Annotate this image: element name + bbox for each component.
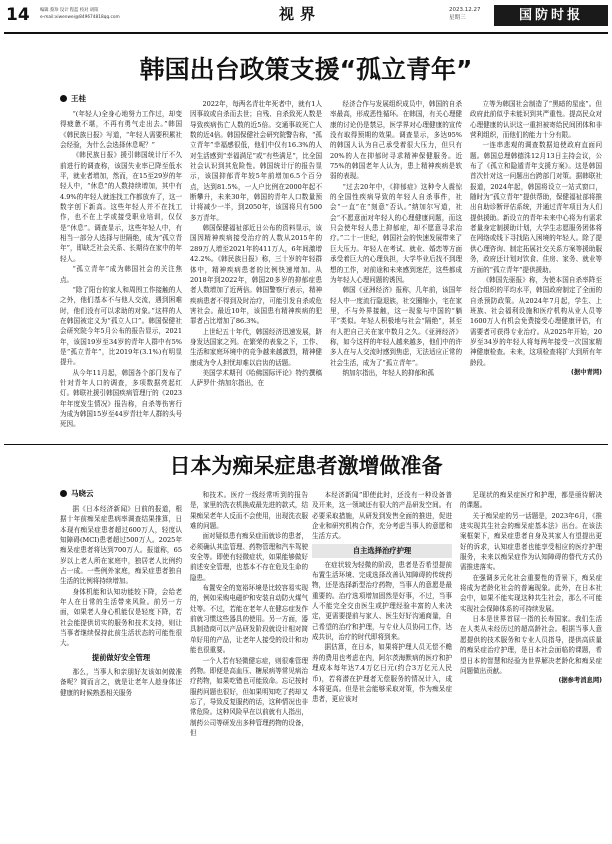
article1-paragraph: 《韩国先驱报》称，为使本国自杀率降至经合组织的平均水平，韩国政府制定了全面的自杀预防政策。从2024年7月起，学生、上班族、社会福利设施和医疗机构从业人员等1600万人有机会免费接受心理健康评估，有需要者可获得专业治疗。从2025年开始，20岁至34岁的年轻人将每两年接受一次国家精神健康检查。未来，这项检查将扩大到所有年龄段。 <box>470 275 602 367</box>
article1-paragraph: 韩国保健福祉部近日公布的资料显示，该国因精神疾病接受治疗的人数从2015年的289万人增至2021年的411万人，6年间激增42.2%。《韩民族日报》称，三十岁的年轻群体中，精神疾病患者的比例快速增加。从2018年到2022年，韩国20多岁的抑郁症患者人数增加了近两倍。韩国警察厅表示，精神疾病患者不得到及时治疗，可能引发自杀或危害社会。最近10年，该国患有精神疾病的犯罪者占比增加了86.3%。 <box>190 224 322 326</box>
article2-paragraph: 日本是世界首屈一指的长寿国家。我们生活在人类从未经历过的超高龄社会。根据当事人意愿提供的技术服务和专业人员指导，提供高质量的痴呆症治疗护理，是日本社会面临的课题，希望日本的智慧和经验为世界解决老龄化和痴呆症问题做出贡献。 <box>460 615 602 675</box>
article1-column-4 <box>470 99 602 440</box>
article2-paragraph: 面对疑似患有痴呆症而就诊的患者，必须确认其监管理、药物管理和汽车驾驶安全等。即使有轻微症状，如果能够做好前述安全管理，也基本不存在危及生命的隐患。 <box>190 532 308 582</box>
article2-headline: 日本为痴呆症患者激增做准备 <box>169 454 443 478</box>
date: 2023.12.27 <box>449 7 481 13</box>
article2-column-4 <box>460 490 602 840</box>
article1-paragraph: 一连串悲观的调查数据迫使政府直面问题。韩国总理韩德洙12月13日主持会议，公布了《孤立和隐遁青年支援方案》。这是韩国首次针对这一问题出台跨部门对策。据韩联社报道，2024年起，韩国将设立一站式窗口，随时为“孤立青年”提供帮助，保健福祉部将推出自助诊断评估系统，并通过青年项目为人们提供援助。新设立的青年未来中心将为有需求者量身定制援助计划，大学生志愿服务团体将在网络或线下寻找陷入困境的年轻人。除了提供心理咨询、制定拓展社交关系方案等援助服务，政府还计划对饮食、住房、家务、就业等方面的“孤立青年”提供援助。 <box>470 141 602 274</box>
issue-date <box>449 6 481 22</box>
article1-paragraph: “除了阳台的家人和周围工作接触的人之外，他们基本不与他人交流，遇到困难时，他们没有可以求助的对象。”这样的人在韩国被定义为“孤立人口”。韩国保健社会研究院今年5月公布的报告显示，2021年，该国19岁至34岁的青年人群中有5%是“孤立青年”，比2019年(3.1%)有明显提升。 <box>60 285 182 367</box>
editor-info <box>40 7 180 21</box>
article-divider <box>4 444 608 445</box>
header-rule <box>4 32 608 34</box>
article2-column-3 <box>312 490 452 840</box>
author-icon <box>60 490 67 497</box>
page-number: 14 <box>6 5 30 25</box>
article1-headline: 韩国出台政策支援“孤立青年” <box>139 55 473 84</box>
article2-paragraph: 和技术。医疗一线经常听到的报告是，家里的洗衣机换成最先进的款式，结果痴呆老年人反而不会使用，出现洗衣服难的问题。 <box>190 491 308 531</box>
article2-column-2 <box>190 490 308 840</box>
article1-paragraph: 韩国《亚洲经济》报称，几年前，该国年轻人中一度流行隐退族，社交圈缩小，宅在家里，不与外界接触，这一现象与中国的“躺平”类似。年轻人积极地与社会“隔绝”，甚至有人把自己关在家中数月之久。《亚洲经济》称，如今这样的年轻人越来越多，他们中的许多人在与人交流时感到焦虑，无法适应正常的社会生活，成为了“孤立青年”。 <box>330 286 462 367</box>
masthead-logo: 国防时报 <box>494 5 608 26</box>
article1-paragraph: 上世纪五十年代，韩国经济迅速发展，跻身发达国家之列。在繁荣的表象之下，工作、生活和家庭环境中的竞争越来越激烈，精神健康成为令人担忧却难以启齿的话题。 <box>190 327 322 367</box>
article2-paragraph: 据《日本经济新闻》日前的报道，根据十年前痴呆症患病率调查结果推算，日本现有痴呆症患者超过600万人，轻度认知障碍(MCI)患者超过500万人。2025年痴呆症患者将达到700万人。报道称，65岁以上老人所在家庭中，独居老人比例约占一成。一些例外家庭，痴呆症患者独自生活的比例将持续增加。 <box>60 505 182 586</box>
article2-paragraph: 布置安全的宽裕环境是比较容易实现的，例如采购电磁炉和安装自动防火煤气灶等。不过，若能在老年人在健忘症发作前就习惯这些器具的使用。另一方面，器具制造商可以产品研发阶段就设计相对简单好用的产品，让老年人接受的设计和功能也很重要。 <box>190 584 308 655</box>
article2-paragraph: 那么，当事人和亲朋好友该如何做准备呢？简而言之，就是让老年人趁身体还健康的时候熟悉相关服务 <box>60 667 182 697</box>
article2-subheading: 提前做好安全管理 <box>91 652 151 662</box>
article1-column-3 <box>330 99 462 440</box>
article1-column-2 <box>190 99 322 440</box>
article2-paragraph: 身体机能和认知功能较下降，会给老年人在日常的生活带来风险。前另一方面，如果老人身心机能仅是轻度下降，若社会能提供切实的服务和技术支持，则让当事者继续保持此前生活状态的可能性很大。 <box>60 587 182 648</box>
weekday: 星期三 <box>449 15 466 21</box>
article1-paragraph: 从今年11月起，韩国各个部门发布了针对青年人口的调查，多项数据亮起红灯。韩联社援引韩国疾病管理厅的《2023年年度发生情况》报告称，自杀等伤害行为成为韩国15岁至44岁青壮年人群的头号死因。 <box>60 368 182 429</box>
article2-subheading-2: 自主选择治疗护理 <box>312 544 452 558</box>
article1-paragraph: “过去20年中，《抑郁症》这种令人震惊的全国性疾病导致的年轻人自杀事件，社会“一直”在“刻意”否认。”纳加尔写道，社会“不愿意面对年轻人的心理健康问题，而这只会使年轻人患上抑郁症，却不愿意寻求治疗。”二十一世纪，韩国社会的快速发展带来了巨大压力。年轻人在考试、就业、婚恋等方面承受着巨大的心理负担，大学毕业后找不到理想的工作，对前途和未来感到迷茫，这些都成为年轻人心理问题的诱因。 <box>330 182 462 284</box>
article2-author: 马晓云 <box>60 487 182 501</box>
article1-paragraph: “(年轻人)全身心地努力工作过，却变得疲惫不堪，不再有勇气走出去。”韩国《韩民族日报》写道，“年轻人需要积累社会经验，为什么会选择休息呢？” <box>60 110 182 150</box>
section-title: 视界 <box>278 5 321 23</box>
article2-paragraph: 关于痴呆症的另一话题是，2023年6月，《推进实现共生社会的痴呆症基本法》出台。在该法案框架下，痴呆症患者自身及其家人有望提出更好的诉求，认知症患者也能享受相应的医疗护理服务，未来以痴呆症作为认知障碍的替代方式仍需推进落实。 <box>460 511 602 572</box>
article2-signature: (据参考消息网) <box>558 677 602 685</box>
editor-line: 编辑 蔡珍 设计 程蓝 校对 胡阳 <box>40 8 99 13</box>
article1-paragraph: 经济合作与发展组织成员中，韩国的自杀率最高，形成恶性循环。在韩国，有关心理健康的讨论仍是禁忌，医学界对心理健康的宣传没有取得预期的效果。调查显示，多达95%的韩国人认为自己承受着很大压力，但只有20%的人在抑郁时寻求精神保健服务。近75%的韩国老年人认为，患上精神疾病是软弱的表现。 <box>330 100 462 181</box>
article1-paragraph: “孤立青年”成为韩国社会的关注焦点。 <box>60 265 182 284</box>
article1-signature: (据中青网) <box>571 368 602 376</box>
article1-paragraph: 立等为韩国社会制造了“黑暗的星座”。但政府此前似乎未能识到其严重性。提高民众对心理健康的认识这一重担被寄给民间团体和非营利组织，而他们的能力十分有限。 <box>470 100 602 140</box>
article2-paragraph: 一个人若有轻微健忘症，则很难管理药物。即便是高血压、糖尿病等常见病治疗药物，如果吃错也可能致命。忘记按时服药问题也很好，但如果明知吃了药却又忘了，导致反复服药的话，这种情况也非常危险。这种风险早在以前就有人指出，制药公司等研发出多种管理药物的设备，但 <box>190 656 308 737</box>
page-header <box>0 0 612 34</box>
article1-paragraph: 《韩民族日报》援引韩国统计厅不久前进行的调查称，该国失业率已降至低水平，就业者增加，然而，在15至29岁的年轻人中，“休息”的人数持续增加，其中有4.9%的年轻人就连找工作都放弃了，这一数字创下新高。这些年轻人并不在找工作，也不在上学或接受职业培训，仅仅是“休息”。调查显示，这些年轻人中，有相当一部分人选择与世隔绝，成为“孤立青年”，即缺乏社会关系、长期待在家中的年轻人。 <box>60 151 182 263</box>
article2-column-1 <box>60 487 182 840</box>
article2-paragraph: 据估算，在日本，如果将护理人员无偿不赡养的费用也考虑在内，阿尔茨海默病的医疗和护理成本每年达7.4万亿日元(约合3万亿元人民币)，若将潜在护理者无偿服务的情况计入，成本将更高。但是社会能够采取对策，作为痴呆症患者，更应该对 <box>312 643 452 704</box>
article2-paragraph: 在症状较为轻微的阶段，患者是否希望提前布置生活环境、完成选择改善认知障碍的传统药物，还是选择新型治疗药物，当事人的意愿是最重要的。治疗选项增加固然是好事，不过，当事人不能完全交由医生或护理经验丰富的人来决定，更需要提前与家人、医生好好沟通商量，自己希望的治疗和护理，与专业人员协同工作，达成共识，治疗的时代即将到来。 <box>312 560 452 642</box>
article2-paragraph: 本经济新闻”即使此时，还没有一种设备普及开来，这一领域还有很大的产品研发空间。有必要采取措施，从研发到发售全面的推进，促进企业和研究机构合作，充分考虑当事人的意愿和生活方式。 <box>312 491 452 541</box>
article1-author: 王桂 <box>60 92 182 106</box>
article1-column-1 <box>60 92 182 440</box>
article2-paragraph: 在强调多元化社会重要性的背景下，痴呆症将成为老龄化社会的普遍现象。此外，在日本社会中，如果不能实现这种共生社会，那么不可能实现社会保障体系的可持续发展。 <box>460 573 602 613</box>
article1-paragraph: 纳加尔指出，年轻人的抑郁和孤 <box>342 368 435 377</box>
article1-paragraph: 美国学术期刊《哈佛国际评论》特约撰稿人萨罗什·纳加尔指出，在 <box>190 368 322 388</box>
article1-paragraph: 2022年，每两名青壮年死者中，就有1人因事故或自杀而去世；自残、自杀致死人数是导致疾病伤亡人数的近5倍。交通事故死亡人数的近4倍。韩国保健社会研究院警告称，“孤立青年”幸福感很低，他们中仅有16.3%的人对生活感到“幸福满足”或“有些满足”，比全国社会认识到其危险性。韩国统计厅的报告显示，该国抑郁青年较5年前增加6.5个百分点，达到81.5%，一人户比例在2000年起不断攀升，未来30年，韩国的青年人口数量预计将减少一半，到2050年，该国将只有500多万青年。 <box>190 100 322 222</box>
author-icon <box>60 95 67 102</box>
email-line: e-mail:xiwenwei@849674818qq.com <box>40 15 120 20</box>
article2-paragraph: 足现状的痴呆症医疗和护理，都是亟待解决的课题。 <box>460 491 602 510</box>
